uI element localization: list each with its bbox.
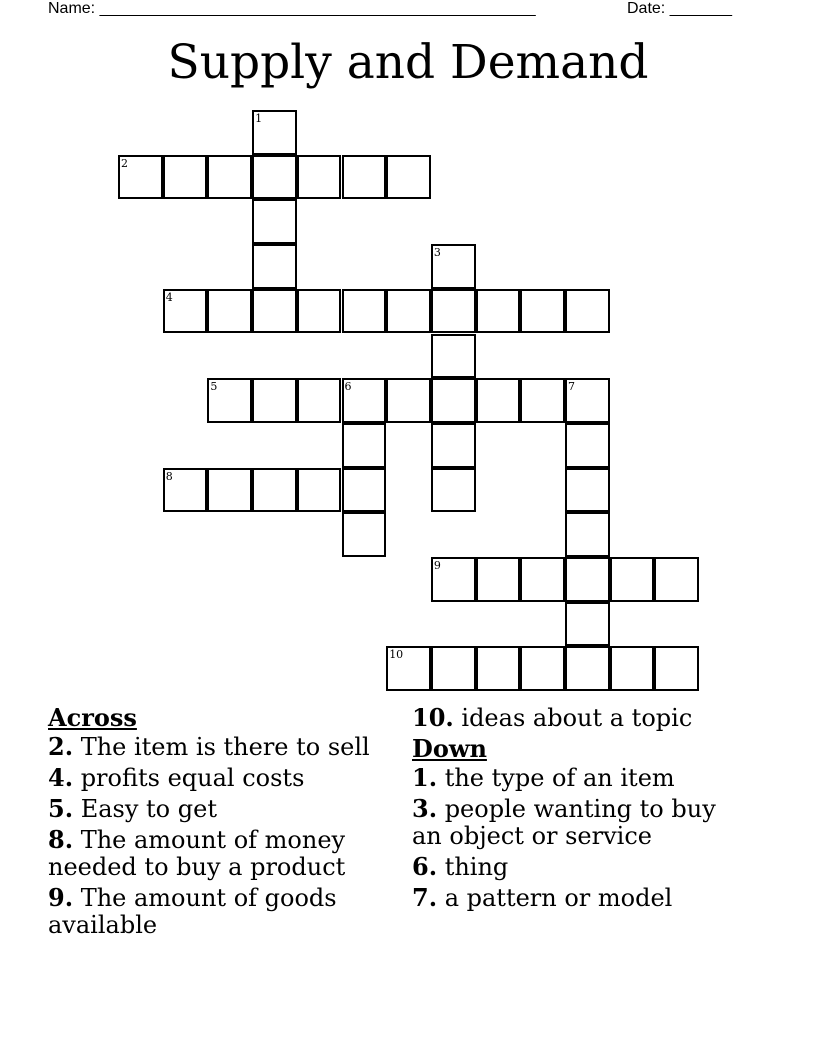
grid-cell[interactable] <box>431 378 476 423</box>
down-clue <box>412 884 752 912</box>
grid-cell[interactable] <box>163 289 208 334</box>
grid-cell[interactable] <box>610 557 655 602</box>
grid-cell[interactable] <box>565 289 610 334</box>
grid-cell[interactable] <box>207 468 252 513</box>
grid-cell[interactable] <box>163 468 208 513</box>
grid-cell[interactable] <box>342 155 387 200</box>
grid-cell[interactable] <box>297 155 342 200</box>
grid-cell[interactable] <box>520 378 565 423</box>
across-clue <box>48 884 388 939</box>
clue-number: 9. <box>48 883 74 912</box>
clue-text: the type of an item <box>437 764 675 792</box>
cell-number: 2 <box>121 156 128 170</box>
grid-cell[interactable] <box>431 423 476 468</box>
grid-cell[interactable] <box>476 289 521 334</box>
grid-cell[interactable] <box>565 468 610 513</box>
clue-text: thing <box>437 853 509 881</box>
grid-cell[interactable] <box>342 468 387 513</box>
cell-number: 7 <box>568 380 575 394</box>
clue-text: Easy to get <box>73 795 217 823</box>
grid-cell[interactable] <box>252 244 297 289</box>
grid-cell[interactable] <box>610 646 655 691</box>
grid-cell[interactable] <box>565 557 610 602</box>
grid-cell[interactable] <box>520 289 565 334</box>
page-title: Supply and Demand <box>167 35 649 90</box>
across-clue <box>48 764 388 792</box>
grid-cell[interactable] <box>252 289 297 334</box>
grid-cell[interactable] <box>386 155 431 200</box>
grid-cell[interactable] <box>252 110 297 155</box>
cell-number: 6 <box>344 380 352 394</box>
grid-cell[interactable] <box>163 155 208 200</box>
clue-number: 2. <box>48 732 74 761</box>
grid-cell[interactable] <box>520 557 565 602</box>
grid-cell[interactable] <box>565 423 610 468</box>
cell-number: 8 <box>165 469 173 483</box>
grid-cell[interactable] <box>207 289 252 334</box>
grid-cell[interactable] <box>520 646 565 691</box>
clue-number: 7. <box>412 883 438 912</box>
grid-cell[interactable] <box>252 468 297 513</box>
grid-cell[interactable] <box>342 289 387 334</box>
clue-number: 10. <box>412 703 454 732</box>
grid-cell[interactable] <box>654 646 699 691</box>
grid-cell[interactable] <box>297 468 342 513</box>
grid-cell[interactable] <box>207 155 252 200</box>
grid-cell[interactable] <box>431 468 476 513</box>
grid-cell[interactable] <box>297 289 342 334</box>
cell-number: 10 <box>389 648 404 662</box>
clue-number: 6. <box>412 852 438 881</box>
clue-text: people wanting to buy an object or service <box>412 795 716 850</box>
clue-number: 1. <box>412 763 438 792</box>
clue-text: a pattern or model <box>437 884 673 912</box>
down-clue <box>412 764 752 792</box>
down-heading: Down <box>412 734 487 763</box>
clue-number: 4. <box>48 763 74 792</box>
grid-cell[interactable] <box>342 423 387 468</box>
clue-number: 3. <box>412 794 438 823</box>
grid-cell[interactable] <box>252 378 297 423</box>
grid-cell[interactable] <box>342 512 387 557</box>
across-heading: Across <box>48 703 137 732</box>
grid-cell[interactable] <box>118 155 163 200</box>
grid-cell[interactable] <box>431 557 476 602</box>
grid-cell[interactable] <box>431 244 476 289</box>
grid-cell[interactable] <box>297 378 342 423</box>
grid-cell[interactable] <box>386 646 431 691</box>
date-field: Date: _______ <box>627 0 732 17</box>
grid-cell[interactable] <box>386 289 431 334</box>
grid-cell[interactable] <box>431 289 476 334</box>
grid-cell[interactable] <box>476 378 521 423</box>
grid-cell[interactable] <box>342 378 387 423</box>
clue-text: The item is there to sell <box>73 733 370 761</box>
across-clue <box>48 826 388 881</box>
grid-cell[interactable] <box>565 378 610 423</box>
cell-number: 3 <box>433 246 441 260</box>
across-clue <box>48 795 388 823</box>
grid-cell[interactable] <box>431 334 476 379</box>
grid-cell[interactable] <box>476 646 521 691</box>
grid-cell[interactable] <box>252 199 297 244</box>
name-field: Name: _________________________________________________ <box>48 0 536 17</box>
clues-left-column <box>48 704 388 942</box>
across-clue <box>48 733 388 761</box>
cell-number: 4 <box>165 290 173 304</box>
cell-number: 1 <box>255 112 263 125</box>
clue-text: The amount of goods available <box>48 884 337 939</box>
grid-cell[interactable] <box>565 602 610 647</box>
down-clue <box>412 795 752 850</box>
clues-right-column <box>412 704 752 915</box>
clue-text: profits equal costs <box>73 764 305 792</box>
grid-cell[interactable] <box>476 557 521 602</box>
grid-cell[interactable] <box>252 155 297 200</box>
grid-cell[interactable] <box>207 378 252 423</box>
clue-number: 8. <box>48 825 74 854</box>
grid-cell[interactable] <box>565 512 610 557</box>
grid-cell[interactable] <box>565 646 610 691</box>
clue-text: ideas about a topic <box>453 704 693 732</box>
down-clue <box>412 853 752 881</box>
clue-text: The amount of money needed to buy a product <box>48 826 346 881</box>
clue-number: 5. <box>48 794 74 823</box>
grid-cell[interactable] <box>386 378 431 423</box>
grid-cell[interactable] <box>431 646 476 691</box>
grid-cell[interactable] <box>654 557 699 602</box>
cell-number: 5 <box>210 380 218 394</box>
across-clue <box>412 704 752 732</box>
cell-number: 9 <box>433 559 441 572</box>
